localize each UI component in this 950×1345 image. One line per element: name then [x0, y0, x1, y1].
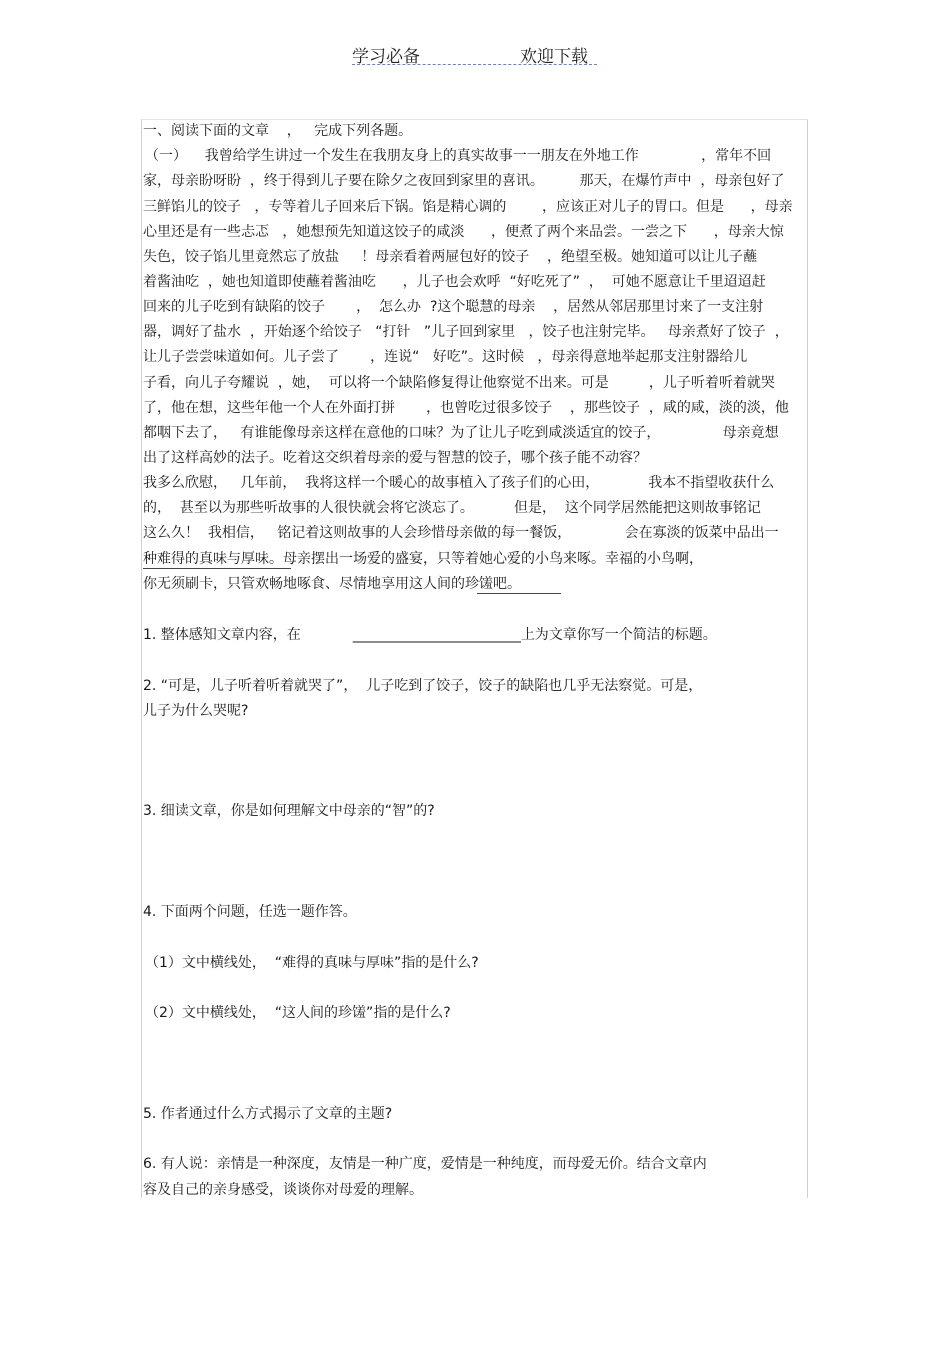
section-title: 一、阅读下面的文章 ， 完成下列各题。 [143, 123, 413, 139]
passage-line: 让儿子尝尝味道如何。儿子尝了 ，连说“ 好吃”。这时候 ，母亲得意地举起那支注射器给儿 [143, 349, 748, 365]
question-4-option-2: （2）文中横线处， “这人间的珍馐”指的是什么? [145, 1005, 451, 1021]
header-dashed-underline [352, 64, 597, 65]
passage-line: 子看，向儿子夸耀说 ，她， 可以将一个缺陷修复得让他察觉不出来。可是 ，儿子听着听着就哭 [143, 375, 775, 391]
passage-line: 心里还是有一些忐忑 ，她想预先知道这饺子的咸淡 ，便煮了两个来品尝。一尝之下 ，母亲大惊 [143, 224, 784, 240]
passage-line: 着酱油吃 ，她也知道即使蘸着酱油吃 ，儿子也会欢呼 “好吃死了” ， 可她不愿意让千里迢迢赶 [143, 274, 766, 290]
question-2-line-1: 2. “可是，儿子听着听着就哭了”， 儿子吃到了饺子，饺子的缺陷也几乎无法察觉。可是， [143, 678, 703, 694]
question-1 [143, 627, 717, 643]
question-6-line-1: 6. 有人说：亲情是一种深度，友情是一种广度，爱情是一种纯度，而母爱无价。结合文章内 [143, 1156, 707, 1172]
question-6-line-2: 容及自己的亲身感受，谈谈你对母爱的理解。 [143, 1182, 423, 1198]
passage-line: 的， 甚至以为那些听故事的人很快就会将它淡忘了。 但是， 这个同学居然能把这则故事铭记 [143, 500, 761, 516]
passage-line: 家，母亲盼呀盼 ，终于得到儿子要在除夕之夜回到家里的喜讯。 那天，在爆竹声中 ，母亲包好了 [143, 173, 785, 189]
question-1-suffix: 上为文章你写一个简洁的标题。 [520, 627, 717, 643]
passage-line: 失色，饺子馅儿里竟然忘了放盐 ！母亲看着两屉包好的饺子 ，绝望至极。她知道可以让儿子蘸 [143, 249, 758, 265]
passage-line: 你无须刷卡，只管欢畅地啄食、尽情地享用这人间的珍馐吧。 [143, 576, 521, 592]
passage-line: （一） 我曾给学生讲过一个发生在我朋友身上的真实故事一一朋友在外地工作 ，常年不回 [145, 148, 772, 164]
passage-line: 出了这样高妙的法子。吃着这交织着母亲的爱与智慧的饺子，哪个孩子能不动容？ [143, 450, 647, 466]
passage-line: 种难得的真味与厚味。母亲摆出一场爱的盛宴，只等着她心爱的小鸟来啄。幸福的小鸟啊， [143, 551, 703, 567]
question-5: 5. 作者通过什么方式揭示了文章的主题? [143, 1106, 393, 1122]
passage-line: 三鲜馅儿的饺子 ，专等着儿子回来后下锅。馅是精心调的 ，应该正对儿子的胃口。但是 ，母亲 [143, 199, 793, 215]
page-header [352, 42, 597, 68]
underline-delicacy [477, 593, 561, 594]
passage-line: 都咽下去了， 有谁能像母亲这样在意他的口味？为了让儿子吃到咸淡适宜的饺子， 母亲竟想 [143, 425, 779, 441]
passage-line: 回来的儿子吃到有缺陷的饺子 ， 怎么办 ?这个聪慧的母亲 ，居然从邻居那里讨来了一支注射 [143, 299, 764, 315]
passage-line: 器，调好了盐水 ，开始逐个给饺子 “打针 ”儿子回到家里 ，饺子也注射完毕。 母亲煮好了饺子 ， [143, 324, 789, 340]
question-2-line-2: 儿子为什么哭呢? [143, 703, 249, 719]
passage-line: 了，他在想，这些年他一个人在外面打拼 ，也曾吃过很多饺子 ，那些饺子 ，咸的咸，淡的淡，他 [143, 400, 789, 416]
question-4-option-1: （1）文中横线处， “难得的真味与厚味”指的是什么? [145, 955, 479, 971]
header-right-text: 欢迎下载 [520, 47, 588, 67]
question-4: 4. 下面两个问题，任选一题作答。 [143, 904, 357, 920]
question-3: 3. 细读文章，你是如何理解文中母亲的“智”的? [143, 803, 435, 819]
title-answer-blank: ________________________ [352, 627, 521, 643]
passage-line: 这么久！ 我相信， 铭记着这则故事的人会珍惜母亲做的每一餐饭， 会在寡淡的饭菜中品出一 [143, 525, 779, 541]
question-1-prefix: 1. 整体感知文章内容，在 [143, 627, 301, 643]
underline-true-flavor [143, 568, 291, 569]
header-left-text: 学习必备 [352, 47, 420, 67]
passage-line: 我多么欣慰， 几年前， 我将这样一个暖心的故事植入了孩子们的心田， 我本不指望收获什么 [143, 475, 775, 491]
